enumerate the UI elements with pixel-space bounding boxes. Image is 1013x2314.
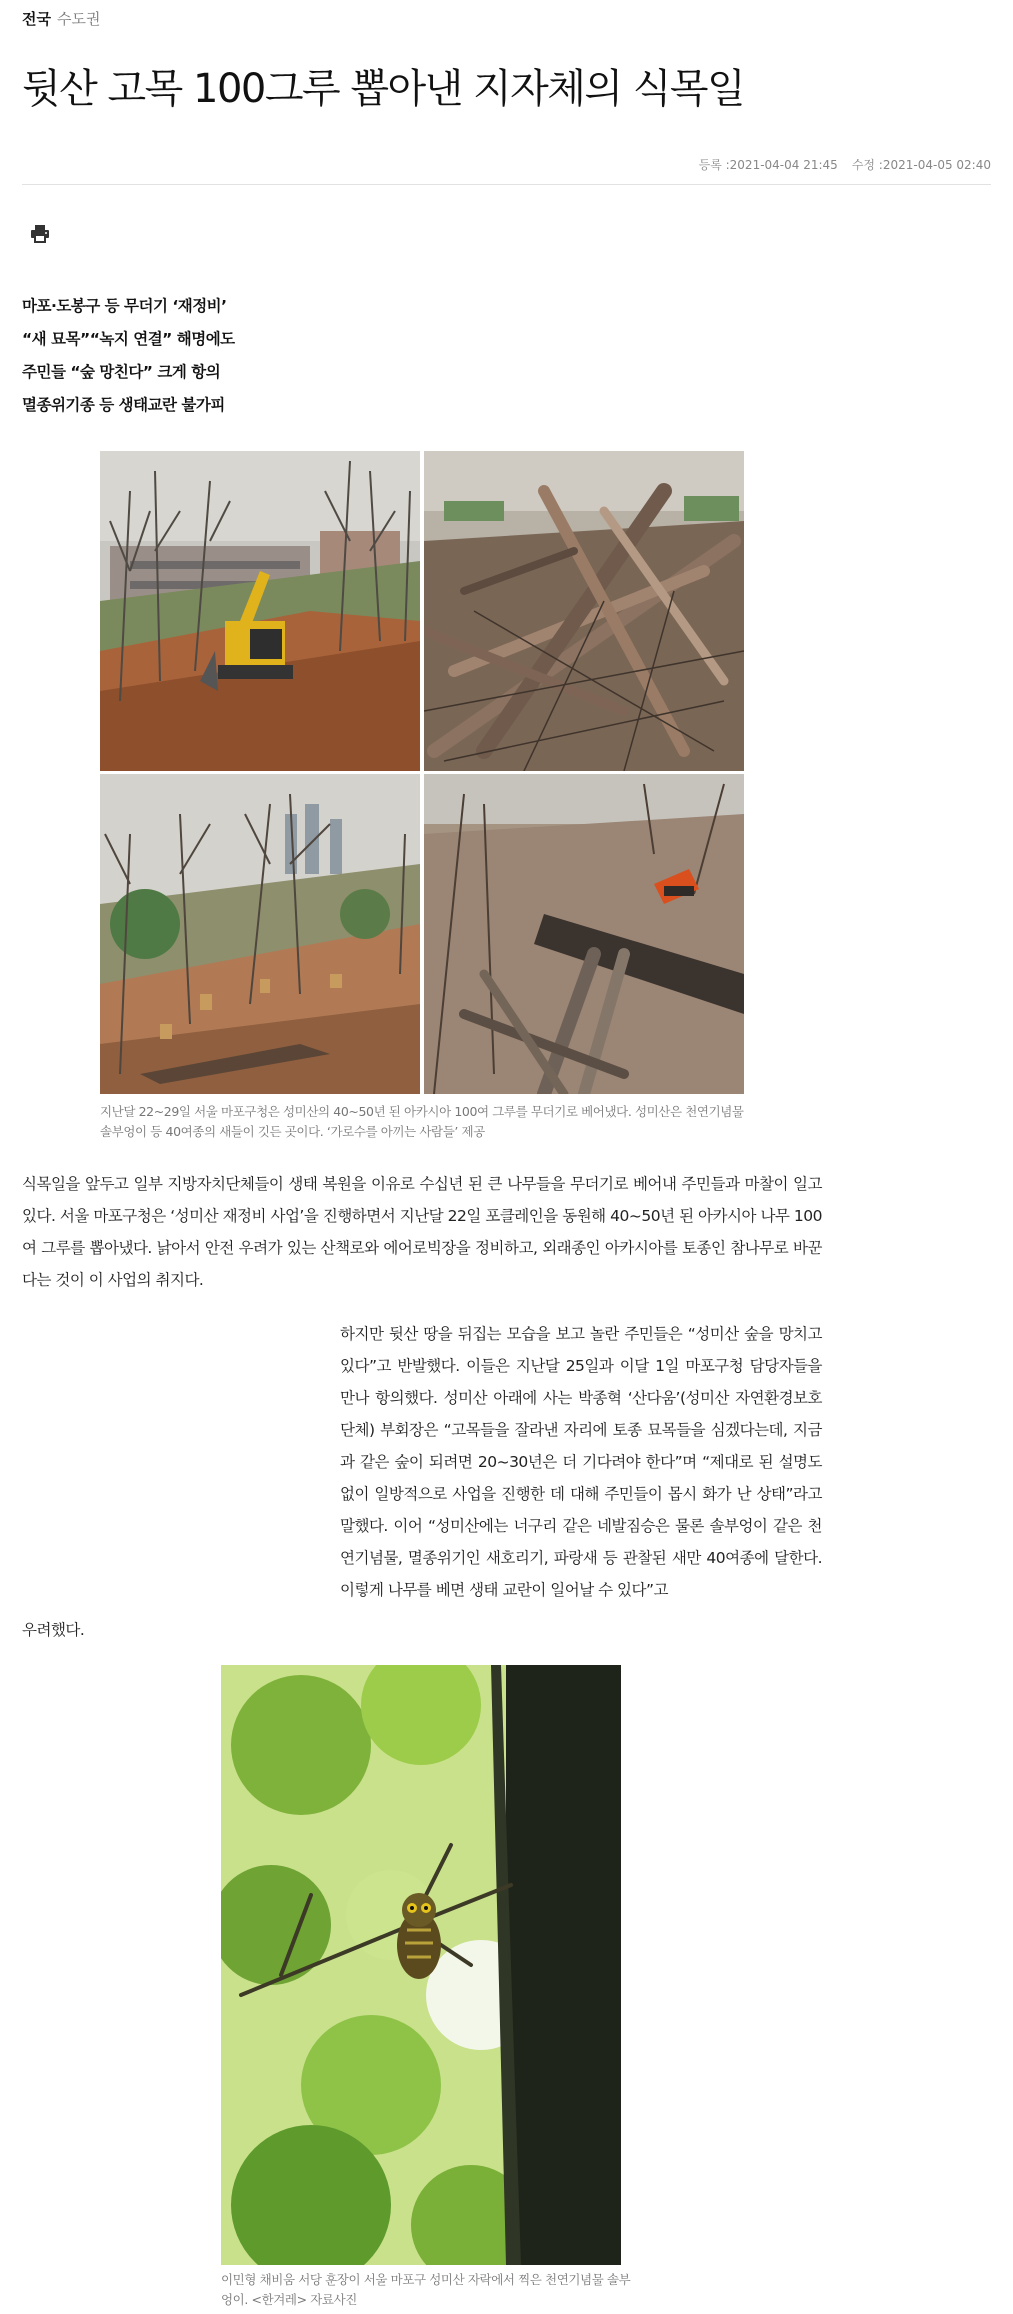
subhead-line: 마포·도봉구 등 무더기 ‘재정비’ [22,297,227,315]
article-dates [685,156,991,174]
deforestation-photo-grid [100,451,744,1094]
article-paragraph-tail: 우려했다. [22,1621,85,1639]
section-category-link[interactable]: 전국 [22,10,51,28]
subhead-line: 멸종위기종 등 생태교란 불가피 [22,396,225,414]
modified-date: 수정 :2021-04-05 02:40 [851,158,991,172]
felled-trunks-photo [424,774,744,1094]
section-subcategory-link[interactable]: 수도권 [56,10,101,28]
article-paragraph: 식목일을 앞두고 일부 지방자치단체들이 생태 복원을 이유로 수십년 된 큰 나무들을 무더기로 베어내 주민들과 마찰이 일고 있다. 서울 마포구청은 ‘성미산 재정비 사업’을 진행하면서 지난달 22일 포클레인을 동원해 40~50년 된 아카시아 나무 100여 그루를 뽑아냈다. 낡아서 안전 우려가 있는 산책로와 에어로빅장을 정비하고, 외래종인 아카시아를 토종인 참나무로 바꾼다는 것이 이 사업의 취지다. [22,1175,822,1289]
article-title: 뒷산 고목 100그루 뽑아낸 지자체의 식목일 [22,66,745,112]
article-paragraph: 하지만 뒷산 땅을 뒤집는 모습을 보고 놀란 주민들은 “성미산 숲을 망치고 있다”고 반발했다. 이들은 지난달 25일과 이달 1일 마포구청 담당자들을 만나 항의했다. 성미산 아래에 사는 박종혁 ‘산다움’(성미산 자연환경보호단체) 부회장은 “고목들을 잘라낸 자리에 토종 묘목들을 심겠다는데, 지금과 같은 숲이 되려면 20~30년은 더 기다려야 한다”며 “제대로 된 설명도 없이 일방적으로 사업을 진행한 데 대해 주민들이 몹시 화가 난 상태”라고 말했다. 이어 “성미산에는 너구리 같은 네발짐승은 물론 솔부엉이 같은 천연기념물, 멸종위기인 새호리기, 파랑새 등 관찰된 새만 40여종에 달한다. 이렇게 나무를 베면 생태 교란이 일어날 수 있다”고 [340,1325,822,1599]
cut-logs-photo [424,451,744,771]
tree-stumps-photo [100,774,420,1094]
owl-figure [397,1893,441,1979]
subhead-line: “새 묘목”“녹지 연결” 해명에도 [22,330,235,348]
article-subheads [22,290,235,422]
header-divider [22,184,991,185]
printer-icon [28,222,52,246]
excavator-photo [100,451,420,771]
print-button[interactable] [28,222,52,246]
photo-caption: 지난달 22~29일 서울 마포구청은 성미산의 40~50년 된 아카시아 100여 그루를 무더기로 베어냈다. 성미산은 천연기념물 솔부엉이 등 40여종의 새들이 깃든 곳이다. ‘가로수를 아끼는 사람들’ 제공 [100,1104,744,1139]
registered-date: 등록 :2021-04-04 21:45 [698,158,838,172]
owl-photo [221,1665,621,2265]
subhead-line: 주민들 “숲 망친다” 크게 항의 [22,363,221,381]
photo-caption: 이민형 채비움 서당 훈장이 서울 마포구 성미산 자락에서 찍은 천연기념물 솔부엉이. <한겨레> 자료사진 [221,2272,631,2307]
section-breadcrumb [22,8,100,30]
